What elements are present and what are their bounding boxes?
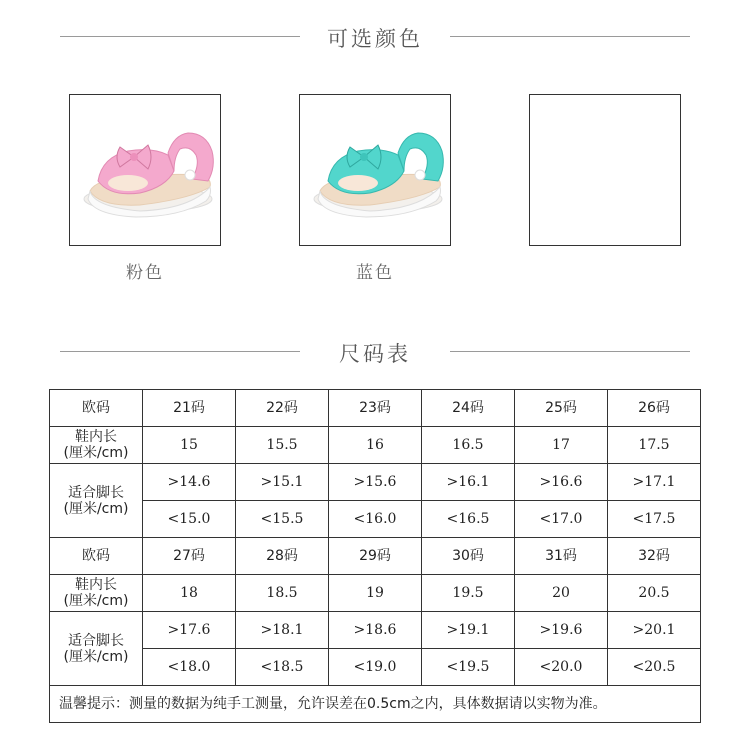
value-cell: <19.0	[329, 649, 422, 686]
label-line: 适合脚长	[68, 484, 124, 501]
value-cell: <17.5	[608, 501, 701, 538]
value-cell: 17.5	[608, 427, 701, 464]
value-cell: <16.5	[422, 501, 515, 538]
table-row-fit-min	[50, 612, 701, 649]
colors-section-title: 可选颜色	[327, 27, 423, 51]
size-section-title: 尺码表	[339, 342, 411, 366]
swatch-label-blue: 蓝色	[356, 263, 394, 283]
size-cell: 31码	[515, 538, 608, 575]
value-cell: >15.1	[236, 464, 329, 501]
color-swatch-pink[interactable]	[69, 94, 221, 246]
value-cell: 18.5	[236, 575, 329, 612]
size-cell: 25码	[515, 390, 608, 427]
color-swatch-blue[interactable]	[299, 94, 451, 246]
label-line: (厘米/cm)	[63, 648, 129, 665]
divider-line	[450, 36, 690, 37]
value-cell: <16.0	[329, 501, 422, 538]
row-label-fit-length	[50, 464, 143, 538]
table-row-note	[50, 686, 701, 723]
color-swatch-empty[interactable]	[529, 94, 681, 246]
size-cell: 23码	[329, 390, 422, 427]
value-cell: 20.5	[608, 575, 701, 612]
value-cell: >18.1	[236, 612, 329, 649]
value-cell: <18.0	[143, 649, 236, 686]
table-row-inner-length	[50, 427, 701, 464]
value-cell: 15.5	[236, 427, 329, 464]
size-cell: 27码	[143, 538, 236, 575]
table-row-fit-max	[50, 649, 701, 686]
size-section-header	[60, 336, 690, 366]
sandal-image-pink	[70, 95, 220, 245]
table-row-eu-sizes	[50, 390, 701, 427]
row-label-eu: 欧码	[50, 390, 143, 427]
divider-line	[450, 351, 690, 352]
size-cell: 22码	[236, 390, 329, 427]
row-label-inner-length	[50, 427, 143, 464]
value-cell: 19	[329, 575, 422, 612]
label-line: (厘米/cm)	[63, 593, 129, 609]
value-cell: >16.1	[422, 464, 515, 501]
sandal-image-blue	[300, 95, 450, 245]
value-cell: >17.1	[608, 464, 701, 501]
swatch-label-pink: 粉色	[126, 263, 164, 283]
value-cell: <15.5	[236, 501, 329, 538]
value-cell: 16	[329, 427, 422, 464]
row-label-eu: 欧码	[50, 538, 143, 575]
value-cell: <17.0	[515, 501, 608, 538]
size-cell: 30码	[422, 538, 515, 575]
row-label-inner-length	[50, 575, 143, 612]
value-cell: >15.6	[329, 464, 422, 501]
table-row-inner-length	[50, 575, 701, 612]
value-cell: >14.6	[143, 464, 236, 501]
label-line: (厘米/cm)	[63, 445, 129, 461]
value-cell: 16.5	[422, 427, 515, 464]
size-chart-table	[49, 389, 701, 723]
value-cell: >19.1	[422, 612, 515, 649]
value-cell: >20.1	[608, 612, 701, 649]
table-row-fit-max	[50, 501, 701, 538]
size-cell: 21码	[143, 390, 236, 427]
value-cell: <20.5	[608, 649, 701, 686]
label-line: (厘米/cm)	[63, 500, 129, 517]
value-cell: <18.5	[236, 649, 329, 686]
label-line: 适合脚长	[68, 632, 124, 649]
label-line: 鞋内长	[75, 577, 117, 593]
value-cell: 18	[143, 575, 236, 612]
colors-section-header	[60, 21, 690, 51]
size-cell: 32码	[608, 538, 701, 575]
value-cell: <19.5	[422, 649, 515, 686]
value-cell: 15	[143, 427, 236, 464]
table-row-eu-sizes	[50, 538, 701, 575]
value-cell: >16.6	[515, 464, 608, 501]
size-cell: 26码	[608, 390, 701, 427]
value-cell: 17	[515, 427, 608, 464]
value-cell: >19.6	[515, 612, 608, 649]
label-line: 鞋内长	[75, 429, 117, 445]
measurement-note: 温馨提示：测量的数据为纯手工测量，允许误差在0.5cm之内，具体数据请以实物为准。	[50, 686, 701, 723]
size-cell: 29码	[329, 538, 422, 575]
size-cell: 24码	[422, 390, 515, 427]
value-cell: >17.6	[143, 612, 236, 649]
row-label-fit-length	[50, 612, 143, 686]
value-cell: <15.0	[143, 501, 236, 538]
value-cell: 20	[515, 575, 608, 612]
table-row-fit-min	[50, 464, 701, 501]
value-cell: <20.0	[515, 649, 608, 686]
value-cell: 19.5	[422, 575, 515, 612]
value-cell: >18.6	[329, 612, 422, 649]
size-cell: 28码	[236, 538, 329, 575]
